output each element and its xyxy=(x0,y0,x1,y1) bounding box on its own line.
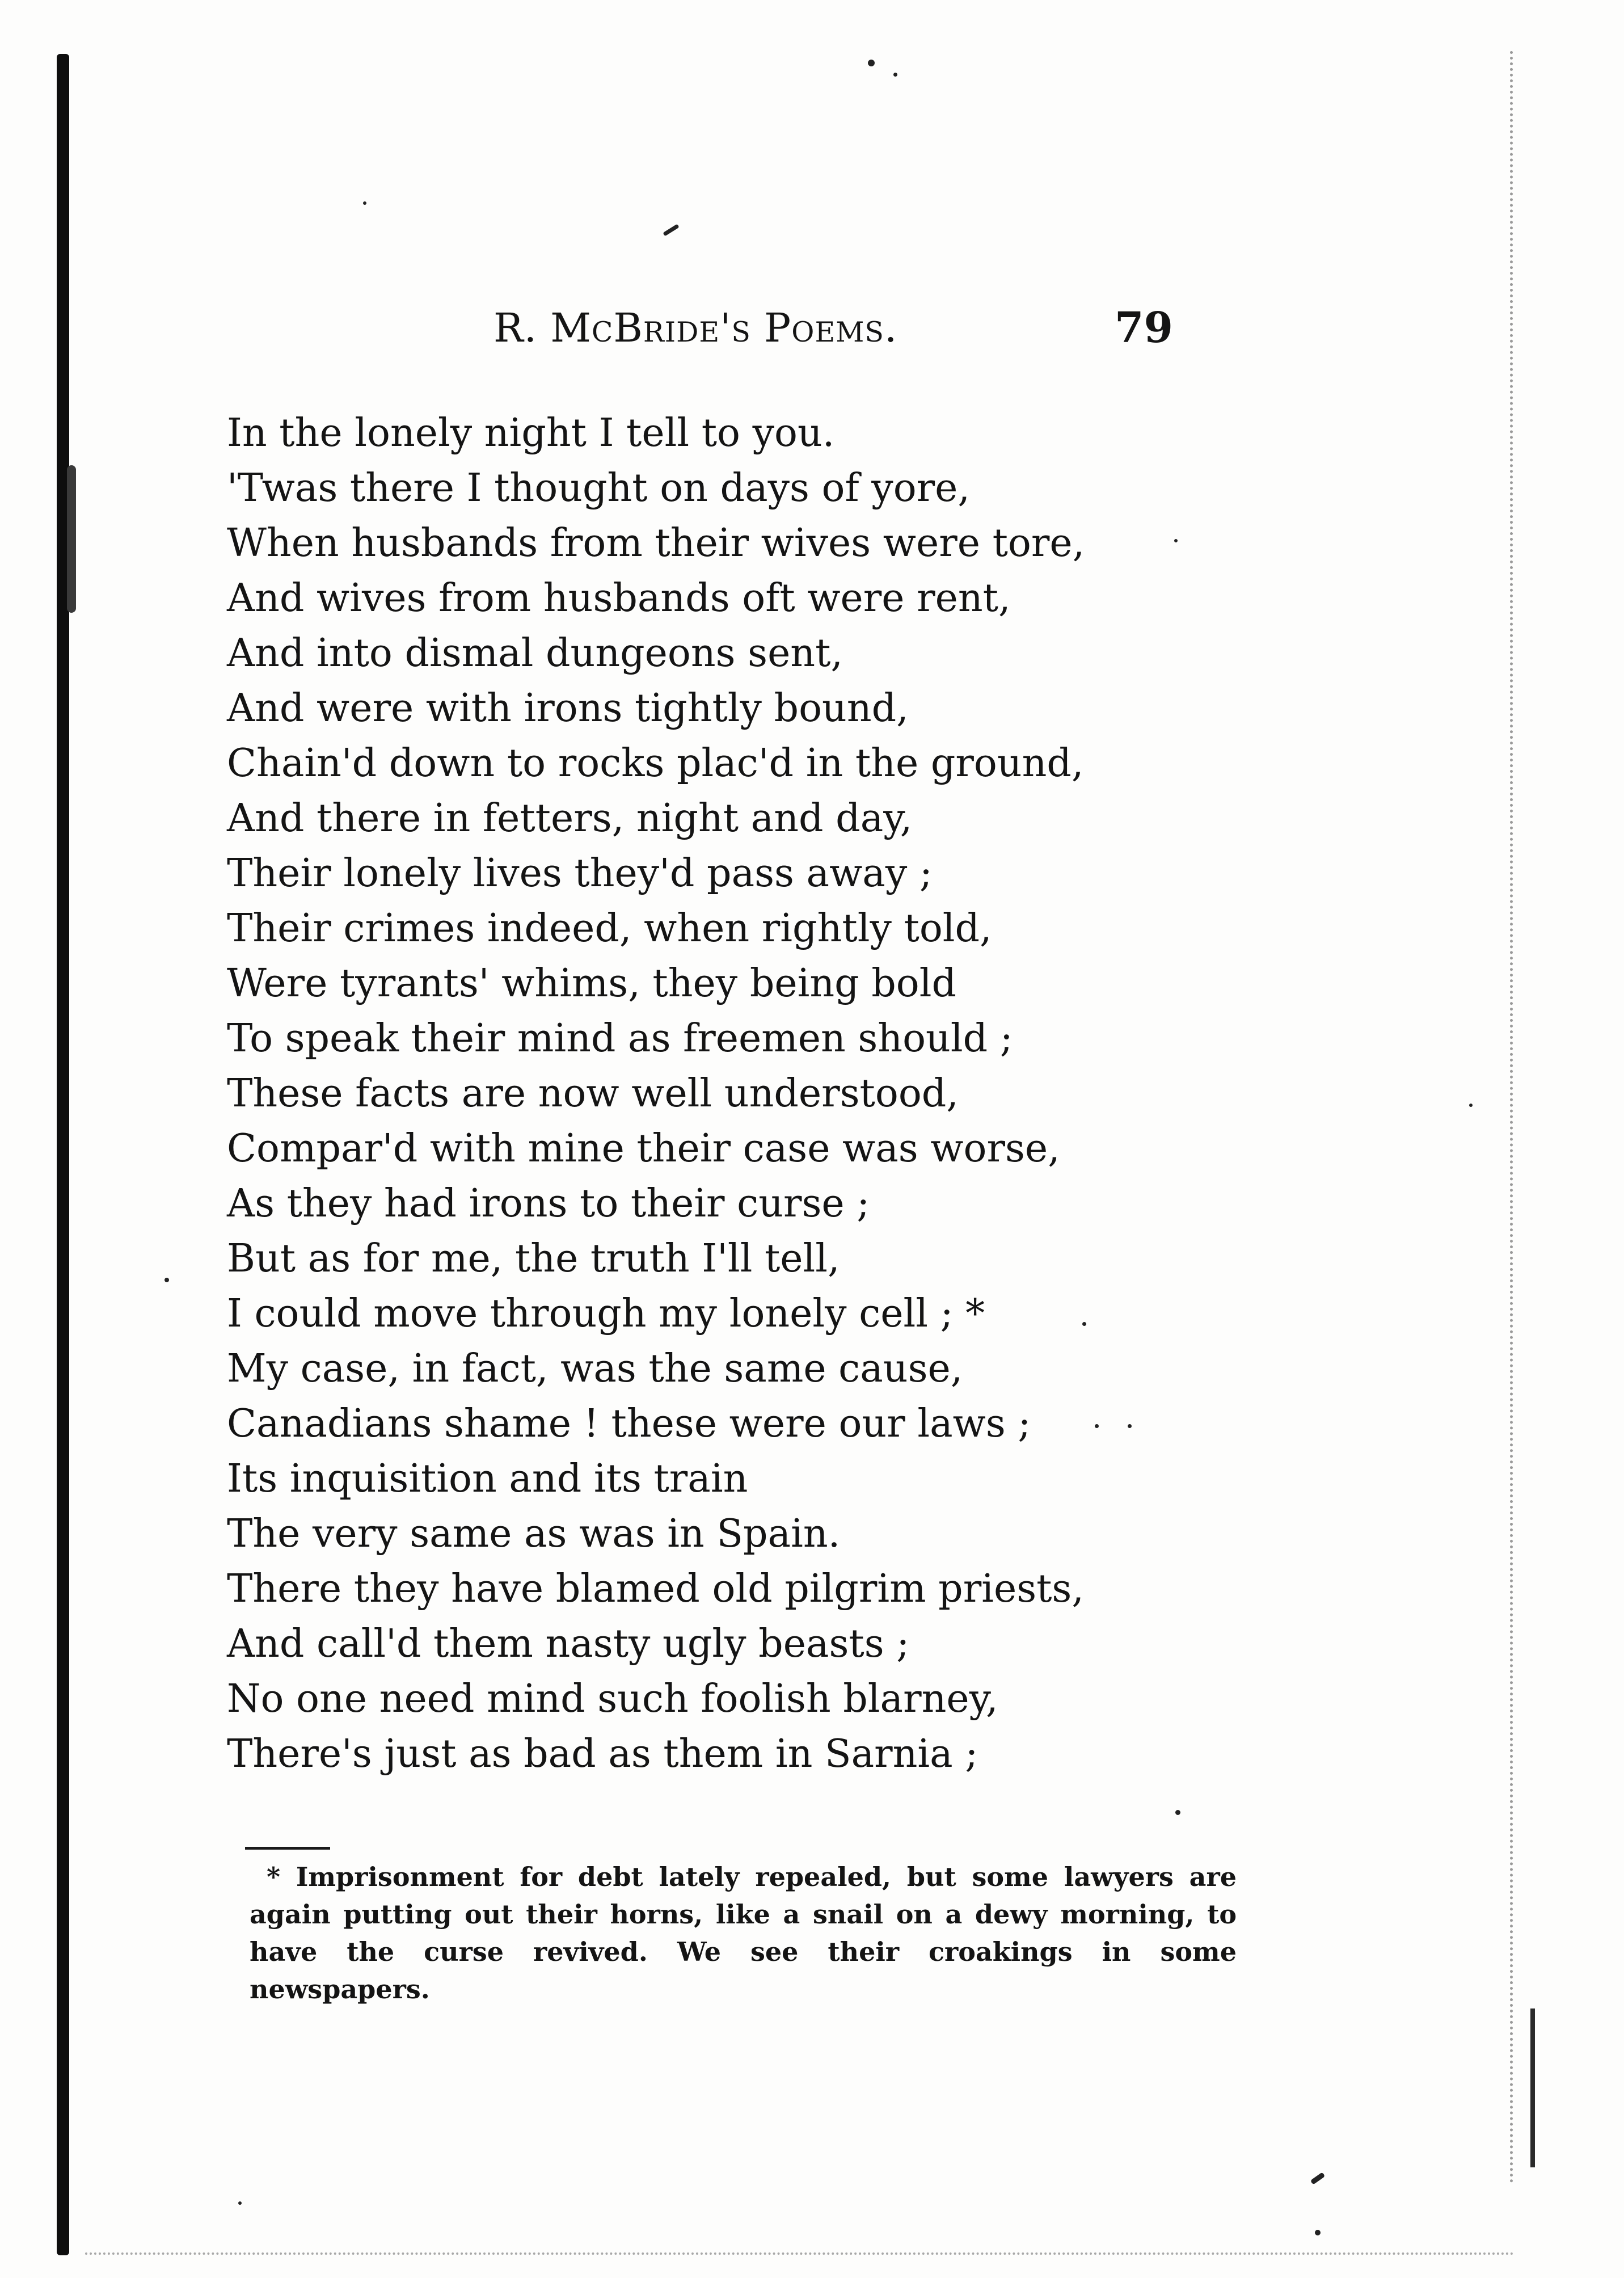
footnote: * Imprisonment for debt lately repealed, but some lawyers are again putting out their horns, like a snail on a dewy morning, to have the curse revived. We see their croakings in some newspapers. xyxy=(250,1862,1237,2005)
poem-line: The very same as was in Spain. xyxy=(227,1511,841,1556)
ink-speck xyxy=(868,60,875,66)
poem-line: My case, in fact, was the same cause, xyxy=(227,1346,963,1391)
poem-line: These facts are now well understood, xyxy=(227,1071,959,1116)
ink-speck xyxy=(1315,2230,1321,2235)
ink-speck xyxy=(893,73,897,77)
page-header xyxy=(0,300,1624,362)
page-edge-bottom xyxy=(85,2252,1515,2258)
ink-speck xyxy=(238,2201,242,2205)
binding-edge-fray xyxy=(67,465,76,613)
poem-line: Their crimes indeed, when rightly told, xyxy=(227,906,992,951)
poem-line: I could move through my lonely cell ; * xyxy=(227,1291,985,1336)
binding-edge-left xyxy=(57,54,69,2255)
poem-line: There they have blamed old pilgrim priests, xyxy=(227,1567,1084,1611)
poem-line: Their lonely lives they'd pass away ; xyxy=(227,851,933,896)
poem-line: And there in fetters, night and day, xyxy=(227,796,913,841)
ink-speck xyxy=(663,224,679,237)
poem-line: To speak their mind as freemen should ; xyxy=(227,1016,1013,1061)
poem-line: And into dismal dungeons sent, xyxy=(227,631,843,676)
poem-body xyxy=(227,406,1203,1782)
poem-line: And were with irons tightly bound, xyxy=(227,686,909,731)
poem-line: When husbands from their wives were tore, xyxy=(227,521,1085,566)
poem-line: Compar'd with mine their case was worse, xyxy=(227,1126,1060,1171)
poem-line: But as for me, the truth I'll tell, xyxy=(227,1236,840,1281)
poem-line: And call'd them nasty ugly beasts ; xyxy=(227,1622,910,1666)
ink-speck xyxy=(1469,1104,1473,1107)
ink-speck xyxy=(363,201,366,205)
poem-line: Its inquisition and its train xyxy=(227,1456,748,1501)
ink-speck xyxy=(164,1278,169,1282)
poem-line: Chain'd down to rocks plac'd in the ground, xyxy=(227,741,1084,786)
page-edge-right xyxy=(1510,51,1518,2184)
ink-speck xyxy=(1175,1810,1180,1815)
poem-line: As they had irons to their curse ; xyxy=(227,1181,870,1226)
footnote-rule xyxy=(245,1847,330,1850)
running-head: R. McBride's Poems. xyxy=(493,305,898,351)
poem-line: In the lonely night I tell to you. xyxy=(227,411,835,456)
poem-line: And wives from husbands oft were rent, xyxy=(227,576,1011,621)
poem-line: Canadians shame ! these were our laws ; xyxy=(227,1401,1031,1446)
poem-line: No one need mind such foolish blarney, xyxy=(227,1677,998,1721)
poem-line: Were tyrants' whims, they being bold xyxy=(227,961,957,1006)
ink-speck xyxy=(1310,2172,1325,2184)
page-number: 79 xyxy=(1115,304,1173,352)
page-edge-right-mark xyxy=(1530,2008,1535,2167)
poem-line: 'Twas there I thought on days of yore, xyxy=(227,466,970,511)
poem-line: There's just as bad as them in Sarnia ; xyxy=(227,1732,978,1776)
